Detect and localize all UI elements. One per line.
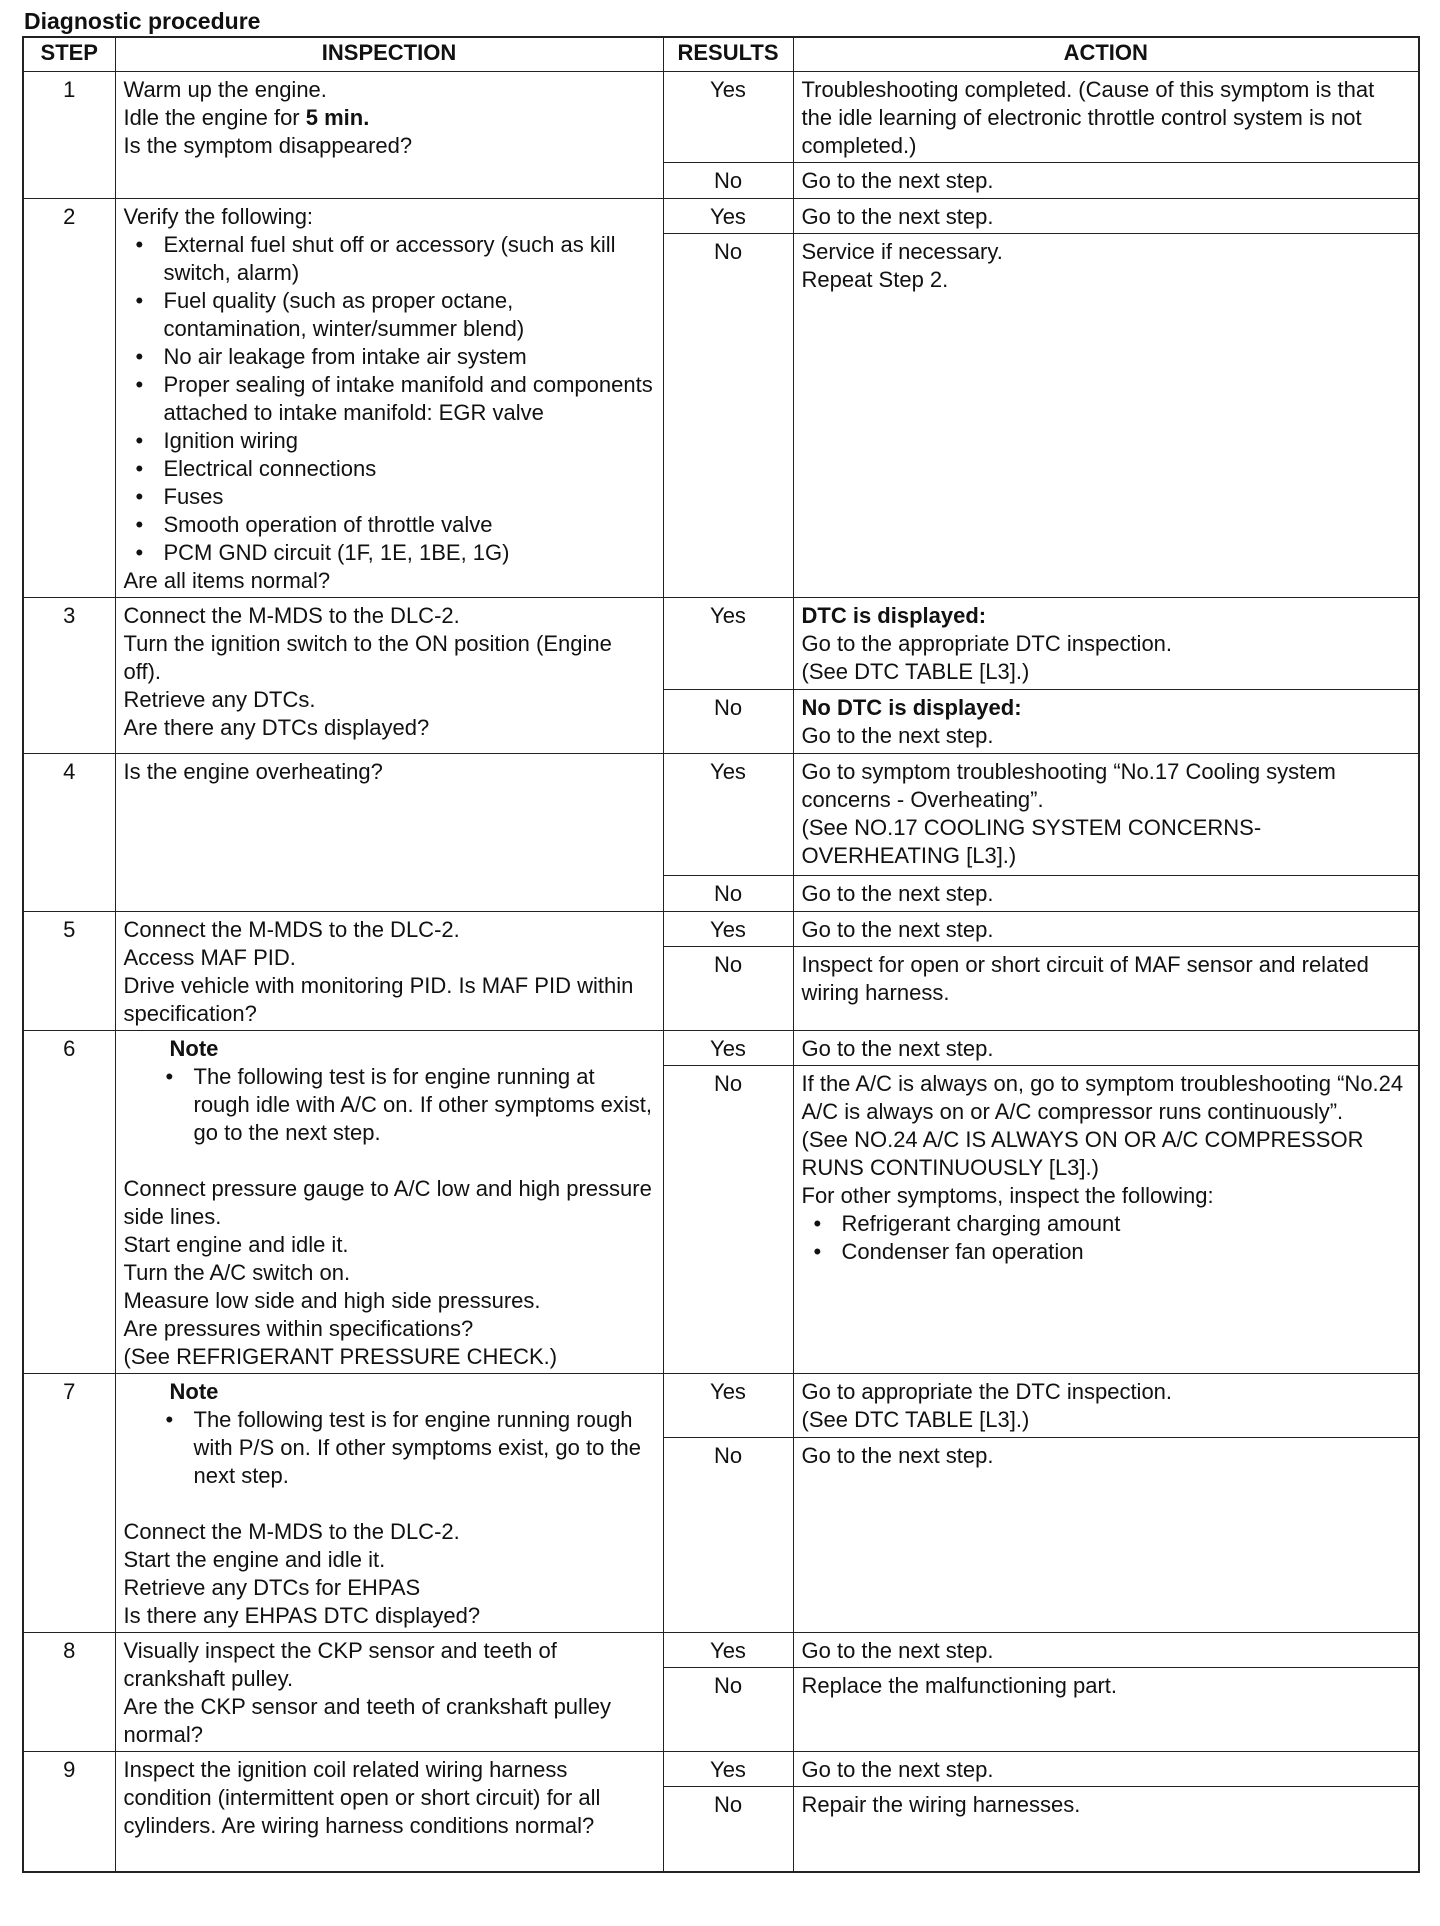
step-6-yes-row: [23, 1030, 1419, 1065]
result-yes: Yes: [663, 1632, 793, 1667]
step-number: 1: [23, 71, 115, 198]
step-number: 4: [23, 753, 115, 911]
page-title: Diagnostic procedure: [24, 8, 261, 34]
list-item: • Fuel quality (such as proper octane, contamination, winter/summer blend): [124, 287, 655, 343]
step-8-inspection: Visually inspect the CKP sensor and teeth of crankshaft pulley. Are the CKP sensor and teeth of crankshaft pulley normal?: [115, 1632, 663, 1751]
result-yes: Yes: [663, 1373, 793, 1437]
list-item: • Electrical connections: [124, 455, 655, 483]
step-number: 6: [23, 1030, 115, 1373]
result-yes: Yes: [663, 198, 793, 233]
step-7-inspection: Note • The following test is for engine running rough with P/S on. If other symptoms exist, go to the next step. Connect the M-MDS to the DLC-2. Start the engine and idle it. Retrieve any DTCs for EHPAS Is there any EHPAS DTC displayed?: [115, 1373, 663, 1632]
result-no: No: [663, 875, 793, 911]
list-item: • External fuel shut off or accessory (such as kill switch, alarm): [124, 231, 655, 287]
step-3-inspection: Connect the M-MDS to the DLC-2. Turn the ignition switch to the ON position (Engine off). Retrieve any DTCs. Are there any DTCs displayed?: [115, 597, 663, 753]
action-no: Replace the malfunctioning part.: [793, 1667, 1419, 1751]
step-6-inspection: Note • The following test is for engine running at rough idle with A/C on. If other symptoms exist, go to the next step. Connect pressure gauge to A/C low and high pressure side lines. Start engine and idle it. Turn the A/C switch on. Measure low side and high side pressures. Are pressures within specifications? (See REFRIGERANT PRESSURE CHECK.): [115, 1030, 663, 1373]
list-item: • Ignition wiring: [124, 427, 655, 455]
result-no: No: [663, 1667, 793, 1751]
header-inspection: INSPECTION: [115, 37, 663, 71]
list-item: • PCM GND circuit (1F, 1E, 1BE, 1G): [124, 539, 655, 567]
list-item: • Fuses: [124, 483, 655, 511]
result-yes: Yes: [663, 1030, 793, 1065]
result-yes: Yes: [663, 1751, 793, 1786]
step-4-inspection: Is the engine overheating?: [115, 753, 663, 911]
result-no: No: [663, 946, 793, 1030]
action-yes: Go to the next step.: [793, 911, 1419, 946]
step-number: 9: [23, 1751, 115, 1872]
result-yes: Yes: [663, 911, 793, 946]
step-number: 3: [23, 597, 115, 753]
result-no: No: [663, 233, 793, 597]
step-2-inspection: Verify the following: • External fuel shut off or accessory (such as kill switch, alarm) • Fuel quality (such as proper octane, contamination, winter/summer blend) • No air leakage from intake air system • Proper sealing of intake manifold and components attached to intake manifold: EGR valve • Ignition wiring • Electrical connections • Fuses • Smooth operation of throttle valve • PCM GND circuit (1F, 1E, 1BE, 1G) Are all items normal?: [115, 198, 663, 597]
step-5-yes-row: [23, 911, 1419, 946]
result-yes: Yes: [663, 71, 793, 162]
step-number: 7: [23, 1373, 115, 1632]
action-yes: Go to symptom troubleshooting “No.17 Cooling system concerns - Overheating”. (See NO.17 COOLING SYSTEM CONCERNS-OVERHEATING [L3].): [793, 753, 1419, 875]
action-yes: Go to the next step.: [793, 1751, 1419, 1786]
action-yes: Go to the next step.: [793, 1632, 1419, 1667]
list-item: • No air leakage from intake air system: [124, 343, 655, 371]
action-yes: Troubleshooting completed. (Cause of this symptom is that the idle learning of electronic throttle control system is not completed.): [793, 71, 1419, 162]
action-no: Go to the next step.: [793, 875, 1419, 911]
note-item: • The following test is for engine running at rough idle with A/C on. If other symptoms exist, go to the next step.: [124, 1063, 655, 1147]
action-no: Repair the wiring harnesses.: [793, 1786, 1419, 1872]
action-no: Inspect for open or short circuit of MAF sensor and related wiring harness.: [793, 946, 1419, 1030]
result-yes: Yes: [663, 597, 793, 689]
step-9-yes-row: [23, 1751, 1419, 1786]
step-3-yes-row: [23, 597, 1419, 689]
header-step: STEP: [23, 37, 115, 71]
result-yes: Yes: [663, 753, 793, 875]
list-item: • Refrigerant charging amount: [802, 1210, 1411, 1238]
action-yes: Go to the next step.: [793, 198, 1419, 233]
action-no: Go to the next step.: [793, 1437, 1419, 1632]
step-8-yes-row: [23, 1632, 1419, 1667]
note-label: Note: [169, 1035, 219, 1061]
step-number: 8: [23, 1632, 115, 1751]
action-no: Service if necessary. Repeat Step 2.: [793, 233, 1419, 597]
list-item: • Smooth operation of throttle valve: [124, 511, 655, 539]
step-5-inspection: Connect the M-MDS to the DLC-2. Access MAF PID. Drive vehicle with monitoring PID. Is MAF PID within specification?: [115, 911, 663, 1030]
action-yes: DTC is displayed: Go to the appropriate DTC inspection. (See DTC TABLE [L3].): [793, 597, 1419, 689]
header-results: RESULTS: [663, 37, 793, 71]
header-row: [23, 37, 1419, 71]
result-no: No: [663, 1065, 793, 1373]
step-7-yes-row: [23, 1373, 1419, 1437]
note-item: • The following test is for engine running rough with P/S on. If other symptoms exist, go to the next step.: [124, 1406, 655, 1490]
diagnostic-table: [22, 36, 1420, 1873]
step-2-yes-row: [23, 198, 1419, 233]
step-number: 2: [23, 198, 115, 597]
action-yes: Go to appropriate the DTC inspection. (See DTC TABLE [L3].): [793, 1373, 1419, 1437]
step-1-inspection: Warm up the engine. Idle the engine for 5 min. Is the symptom disappeared?: [115, 71, 663, 198]
action-no: If the A/C is always on, go to symptom troubleshooting “No.24 A/C is always on or A/C compressor runs continuously”. (See NO.24 A/C IS ALWAYS ON OR A/C COMPRESSOR RUNS CONTINUOUSLY [L3].) For other symptoms, inspect the following: • Refrigerant charging amount • Condenser fan operation: [793, 1065, 1419, 1373]
step-4-yes-row: [23, 753, 1419, 875]
list-item: • Proper sealing of intake manifold and components attached to intake manifold: EGR valve: [124, 371, 655, 427]
result-no: No: [663, 1786, 793, 1872]
step-9-inspection: Inspect the ignition coil related wiring harness condition (intermittent open or short circuit) for all cylinders. Are wiring harness conditions normal?: [115, 1751, 663, 1872]
result-no: No: [663, 1437, 793, 1632]
result-no: No: [663, 162, 793, 198]
step-number: 5: [23, 911, 115, 1030]
action-no: No DTC is displayed: Go to the next step.: [793, 689, 1419, 753]
step-1-yes-row: [23, 71, 1419, 162]
action-no: Go to the next step.: [793, 162, 1419, 198]
action-yes: Go to the next step.: [793, 1030, 1419, 1065]
header-action: ACTION: [793, 37, 1419, 71]
result-no: No: [663, 689, 793, 753]
note-label: Note: [169, 1378, 219, 1404]
list-item: • Condenser fan operation: [802, 1238, 1411, 1266]
